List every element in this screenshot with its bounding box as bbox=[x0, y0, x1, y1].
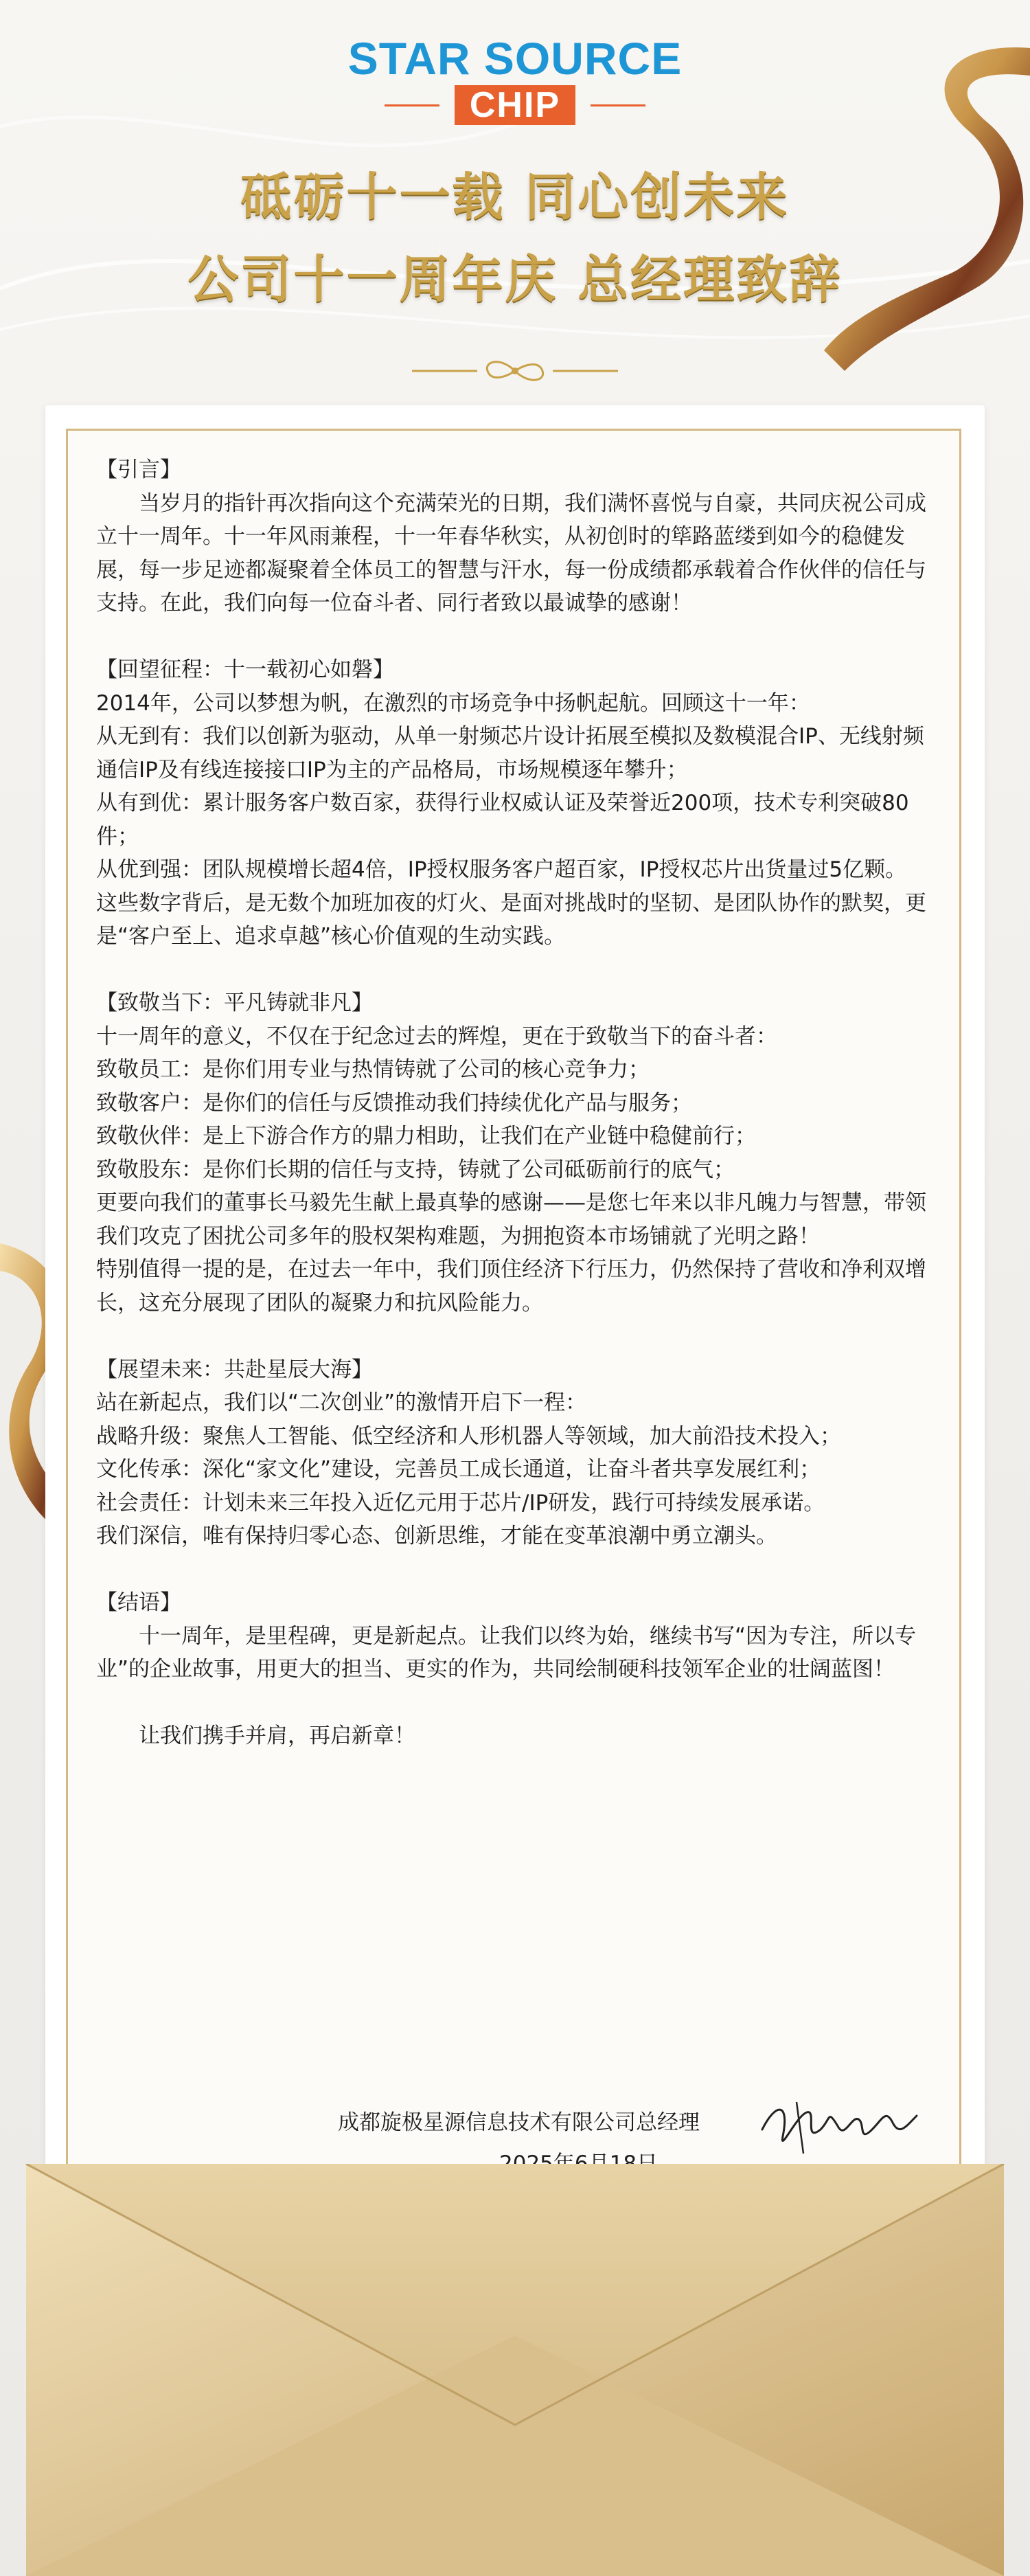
logo-divider-left bbox=[385, 104, 439, 106]
logo-divider-right bbox=[591, 104, 645, 106]
logo-text-bottom: CHIP bbox=[455, 85, 575, 125]
body-paragraph: 更要向我们的董事长马毅先生献上最真挚的感谢——是您七年来以非凡魄力与智慧，带领我们攻克了困扰公司多年的股权架构难题，为拥抱资本市场铺就了光明之路！ bbox=[96, 1190, 926, 1249]
body-paragraph: 这些数字背后，是无数个加班加夜的灯火、是面对挑战时的坚韧、是团队协作的默契，更是“客户至上、追求卓越”核心价值观的生动实践。 bbox=[96, 890, 926, 949]
body-paragraph: 致敬伙伴：是上下游合作方的鼎力相助，让我们在产业链中稳健前行； bbox=[96, 1124, 756, 1149]
body-paragraph: 站在新起点，我们以“二次创业”的激情开启下一程： bbox=[96, 1390, 587, 1415]
signer-title: 成都旋极星源信息技术有限公司总经理 bbox=[338, 2110, 700, 2135]
paragraph-gap bbox=[96, 1320, 941, 1353]
body-paragraph: 从有到优：累计服务客户数百家，获得行业权威认证及荣誉近200项，技术专利突破80件； bbox=[96, 791, 909, 849]
body-paragraph: 致敬员工：是你们用专业与热情铸就了公司的核心竞争力； bbox=[96, 1057, 650, 1082]
section-heading: 【回望征程：十一载初心如磐】 bbox=[96, 657, 394, 682]
paragraph-gap bbox=[96, 1686, 941, 1720]
logo-text-top: STAR SOURCE bbox=[347, 33, 683, 84]
body-paragraph: 我们深信，唯有保持归零心态、创新思维，才能在变革浪潮中勇立潮头。 bbox=[96, 1524, 777, 1548]
body-paragraph: 从优到强：团队规模增长超4倍，IP授权服务客户超百家，IP授权芯片出货量过5亿颗。 bbox=[96, 857, 907, 882]
section-heading: 【展望未来：共赴星辰大海】 bbox=[96, 1357, 373, 1382]
section-heading: 【引言】 bbox=[96, 457, 181, 482]
section-heading: 【结语】 bbox=[96, 1590, 181, 1615]
body-paragraph: 当岁月的指针再次指向这个充满荣光的日期，我们满怀喜悦与自豪，共同庆祝公司成立十一周年。十一年风雨兼程，十一年春华秋实，从初创时的筚路蓝缕到如今的稳健发展，每一步足迹都凝聚着全体员工的智慧与汗水，每一份成绩都承载着合作伙伴的信任与支持。在此，我们向每一位奋斗者、同行者致以最诚挚的感谢！ bbox=[96, 490, 926, 615]
body-paragraph: 战略升级：聚焦人工智能、低空经济和人形机器人等领域，加大前沿技术投入； bbox=[96, 1423, 841, 1449]
main-title: 砥砺十一载 同心创未来 bbox=[240, 168, 790, 227]
gold-envelope bbox=[0, 2164, 1030, 2576]
body-paragraph: 2014年，公司以梦想为帆，在激烈的市场竞争中扬帆起航。回顾这十一年： bbox=[96, 690, 810, 716]
paragraph-gap bbox=[96, 1553, 941, 1587]
paragraph-gap bbox=[96, 953, 941, 987]
handwritten-signature bbox=[755, 2088, 920, 2164]
body-paragraph: 致敬股东：是你们长期的信任与支持，铸就了公司砥砺前行的底气； bbox=[96, 1157, 735, 1182]
body-paragraph: 十一周年的意义，不仅在于纪念过去的辉煌，更在于致敬当下的奋斗者： bbox=[96, 1024, 777, 1049]
closing-line: 让我们携手并肩，再启新章！ bbox=[139, 1724, 415, 1748]
sub-title: 公司十一周年庆 总经理致辞 bbox=[187, 250, 843, 309]
letter-body bbox=[96, 453, 941, 1753]
body-paragraph: 从无到有：我们以创新为驱动，从单一射频芯片设计拓展至模拟及数模混合IP、无线射频通信IP及有线连接接口IP为主的产品格局，市场规模逐年攀升； bbox=[96, 724, 924, 782]
body-paragraph: 十一周年，是里程碑，更是新起点。让我们以终为始，继续书写“因为专注，所以专业”的企业故事，用更大的担当、更实的作为，共同绘制硬科技领军企业的壮阔蓝图！ bbox=[96, 1623, 917, 1682]
company-logo bbox=[0, 34, 1030, 125]
section-heading: 【致敬当下：平凡铸就非凡】 bbox=[96, 991, 373, 1015]
body-paragraph: 文化传承：深化“家文化”建设，完善员工成长通道，让奋斗者共享发展红利； bbox=[96, 1457, 821, 1482]
body-paragraph: 社会责任：计划未来三年投入近亿元用于芯片/IP研发，践行可持续发展承诺。 bbox=[96, 1490, 825, 1515]
body-paragraph: 特别值得一提的是，在过去一年中，我们顶住经济下行压力，仍然保持了营收和净利双增长，这充分展现了团队的凝聚力和抗风险能力。 bbox=[96, 1257, 926, 1315]
body-paragraph: 致敬客户：是你们的信任与反馈推动我们持续优化产品与服务； bbox=[96, 1090, 692, 1116]
gold-ornament-divider bbox=[412, 354, 618, 388]
paragraph-gap bbox=[96, 620, 941, 654]
